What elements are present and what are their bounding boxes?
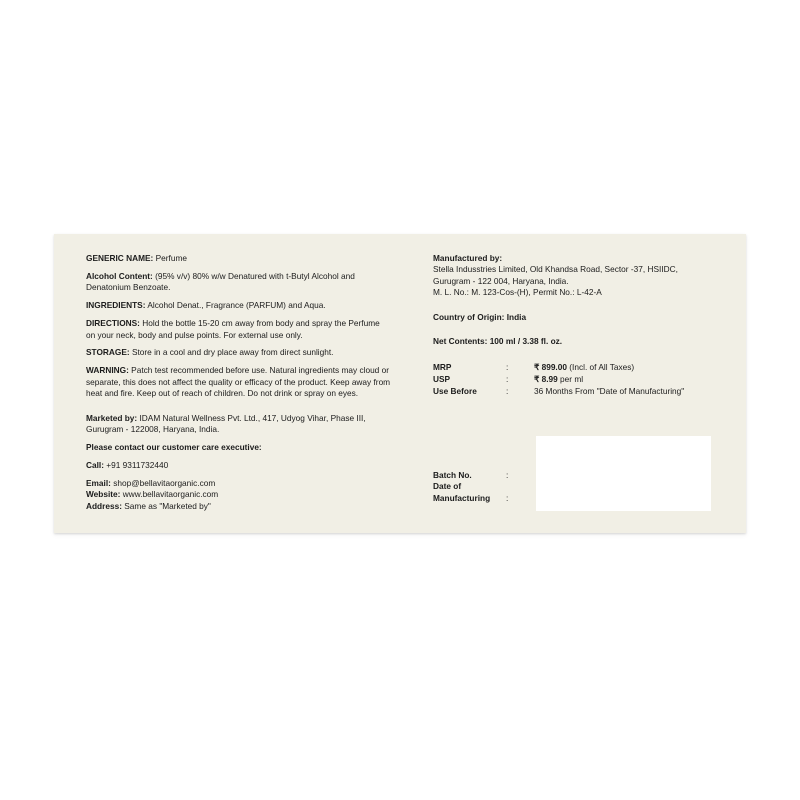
address: Address: Same as "Marketed by" (86, 500, 211, 511)
price-table (433, 362, 733, 397)
net-contents: Net Contents: 100 ml / 3.38 fl. oz. (433, 336, 563, 347)
usp-value: ₹ 8.99 per ml (534, 373, 584, 384)
date-label-1: Date of (433, 481, 462, 492)
manufactured-by: Manufactured by: Stella Indusstries Limited, Old Khandsa Road, Sector -37, HSIIDC, Gurugram - 122 004, Haryana, India. M. L. No.: M. 123-Cos-(H), Permit No.: L-42-A (433, 253, 678, 298)
marketed-by: Marketed by: IDAM Natural Wellness Pvt. Ltd., 417, Udyog Vihar, Phase III, Gurugram - 122008, Haryana, India. (86, 412, 366, 434)
alcohol-content: Alcohol Content: (95% v/v) 80% w/w Denatured with t-Butyl Alcohol and Denatonium Benzoate. (86, 270, 355, 293)
country-of-origin: Country of Origin: India (433, 311, 527, 322)
call: Call: +91 9311732440 (86, 459, 169, 470)
date-sep: : (506, 492, 509, 503)
product-label-panel (54, 234, 746, 533)
ingredients: INGREDIENTS: Alcohol Denat., Fragrance (PARFUM) and Aqua. (86, 300, 326, 311)
mrp-value: ₹ 899.00 (Incl. of All Taxes) (534, 361, 635, 372)
right-column (433, 253, 733, 503)
generic-name: GENERIC NAME: Perfume (86, 253, 187, 263)
website: Website: www.bellavitaorganic.com (86, 489, 219, 500)
use-before-sep: : (506, 385, 509, 396)
batch-sep: : (506, 470, 509, 480)
mrp-label: MRP (433, 361, 452, 372)
use-before-value: 36 Months From "Date of Manufacturing" (534, 385, 685, 396)
directions: DIRECTIONS: Hold the bottle 15-20 cm away from body and spray the Perfume on your neck, body and pulse points. For external use only. (86, 318, 380, 340)
batch-date-table (433, 470, 534, 504)
use-before-label: Use Before (433, 385, 477, 396)
batch-date-stamp-box (536, 436, 711, 511)
batch-label: Batch No. (433, 470, 472, 480)
email: Email: shop@bellavitaorganic.com (86, 477, 216, 488)
usp-label: USP (433, 373, 451, 384)
mrp-sep: : (506, 361, 509, 372)
usp-sep: : (506, 373, 509, 384)
spacer (433, 354, 733, 362)
left-column (86, 253, 391, 512)
storage: STORAGE: Store in a cool and dry place away from direct sunlight. (86, 347, 334, 358)
warning: WARNING: Patch test recommended before use. Natural ingredients may cloud or separate, this does not affect the quality or efficacy of the product. Keep away from heat and fire. Keep out of reach of children. Do not drink or spray on eyes. (86, 365, 391, 399)
date-label-2: Manufacturing (433, 492, 491, 503)
contact-heading: Please contact our customer care executive: (86, 441, 262, 452)
